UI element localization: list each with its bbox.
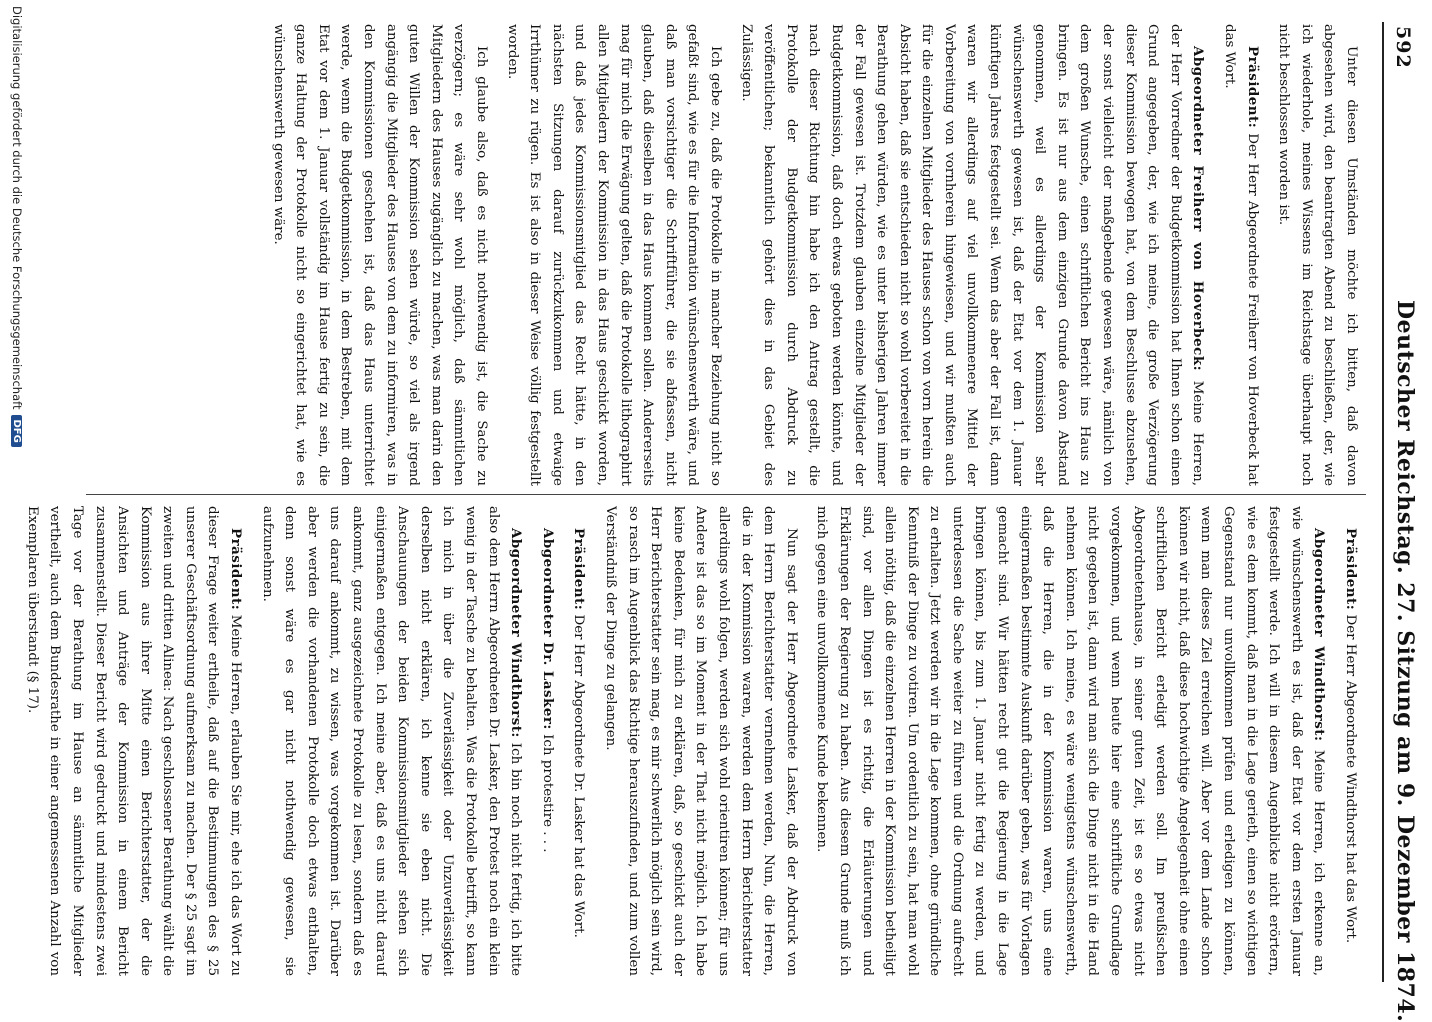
speech-text: Meine Herren, der Herr Vorredner der Budgetkommission hat Ihnen schon einen Grund angegeben, der, wie ich meine, die große Verzögerung dieser Kommission bewogen hat, von dem Beschlusse abzusehen, der sonst vielleicht der maßgebende gewesen wäre, nämlich von dem großen Wunsche, einen schriftlichen Bericht ins Haus zu bringen. Es ist nur aus dem einzigen Grunde davon Abstand genommen, weil es allerdings der Kommission sehr wünschenswerth gewesen ist, daß der Etat vor dem 1. Januar künftigen Jahres festgestellt sei. Wenn das aber der Fall ist, dann waren wir allerdings auf viel unvollkommenere Mittel der Vorbereitung von vornherein hingewiesen, und wir mußten auch für die einzelnen Mitglieder des Hauses schon von vorn herein die Absicht haben, daß sie entschieden nicht so wohl vorbereitet in die Berathung gehen würden, wie es unter bisherigen Jahren immer der Fall gewesen ist. Trotzdem glauben einzelne Mitglieder der Budgetkommission, daß doch etwas geboten werden könnte, und nach dieser Richtung hin habe ich den Antrag gestellt, die Protokolle der Budgetkommission durch Abdruck zu veröffentlichen; bekanntlich gehört dies in das Gebiet des Zulässigen. [738, 24, 1206, 486]
speech-text: Der Herr Abgeordnete Dr. Lasker hat das Wort. [571, 614, 587, 938]
paragraph [810, 506, 1331, 976]
speaker-label: Abgeordneter Windthorst: [1311, 528, 1328, 742]
speech-text: Meine Herren, ich erkenne an, wie wünschenswerth es ist, daß der Etat vor dem ersten Januar festgestellt werde. Ich will in diesem Augenblicke nicht erörtern, wie es dem kommt, daß man in die Lage gerieth, einen so wichtigen Gegenstand nur unvollkommen prüfen und erledigen zu können, wenn man dieses Ziel erreichen will. Aber vor dem Lande schon können wir nicht, daß diese hochwichtige Angelegenheit ohne einen schriftlichen Bericht erledigt werden soll. Im preußischen Abgeordnetenhause, in seiner guten Zeit, ist es so etwas nicht vorgekommen, und wenn heute hier eine schriftliche Grundlage nicht gegeben ist, dann wird man sich die Dinge nicht in die Hand nehmen können. Ich meine, es wäre wenigstens wünschenswerth, daß die Herren, die in der Kommission waren, uns eine einigermaßen bestimmte Auskunft darüber geben, was für Vorlagen gemacht sind. Wir hätten recht gut die Regierung in die Lage bringen können, bis zum 1. Januar nicht fertig zu werden, und unterdessen die Sache weiter zu führen und die Ordnung aufrecht zu erhalten. Jetzt werden wir in die Lage kommen, ohne gründliche Kenntniß der Dinge zu votiren. Um ordentlich zu sein, hat man wohl allein nöthig, daß die einzelnen Herren in der Kommission betheiligt sind, vor allen Dingen ist es richtig, die Erläuterungen und Erklärungen der Regierung zu haben. Aus diesem Grunde muß ich mich gegen eine unvollkommene Kunde bekennen. [814, 506, 1327, 976]
speaker-label: Abgeordneter Dr. Lasker: [539, 528, 556, 730]
paragraph [255, 506, 527, 976]
digitization-footer [10, 6, 24, 447]
header-rule [1382, 22, 1384, 982]
paragraph: Nun sagt der Herr Abgeordnete Lasker, daß der Abdruck von dem Herrn Berichterstatter vernehmen werden, Nun, die Herren, die in der Kommission waren, werden dem Herrn Berichterstatter allerdings wohl folgen, werden sich wohl orientiren können; für uns Andere ist das so im Moment in der That nicht möglich. Ich habe keine Bedenken, für mich zu erklären, daß, so geschickt auch der Herr Berichterstatter sein mag, es mir schwerlich möglich sein wird, so rasch im Augenblick das Richtige herauszufinden, und zum vollen Verständniß der Dinge zu gelangen. [603, 506, 799, 976]
paragraph: Ich glaube also, daß es nicht nothwendig ist, die Sache zu verzögern; es wäre sehr wohl möglich, daß sämmtlichen Mitgliedern des Hauses zugänglich zu machen, was man darin den guten Willen der Kommission sehen würde, so viel als irgend angängig die Mitglieder des Hauses von dem zu informiren, was in den Kommissionen geschehen ist, daß das Haus unterrichtet werde, wenn die Budgetkommission, in dem Bestreben, mit dem Etat vor dem 1. Januar vollständig im Hause fertig zu sein, die ganze Haltung der Protokolle nicht so eingerichtet hat, wie es wünschenswerth gewesen wäre. [270, 24, 490, 486]
paragraph [734, 24, 1209, 486]
dfg-logo: DFG [11, 415, 22, 446]
text-column-left [22, 24, 1362, 486]
paragraph [1338, 506, 1362, 976]
paragraph: Ich gebe zu, daß die Protokolle in mancher Beziehung nicht so gefaßt sind, wie es für die Information wünschenswerth wäre, und daß man vorsichtiger die Schriftführer, die sie abfassen, nicht glauben, daß dieselben in das Haus kommen sollen. Andererseits mag für mich die Erwägung gelten, daß die Protokolle lithographirt allen Mitgliedern der Kommission in das Haus geschickt worden, und daß jedes Kommissionsmitglied das Recht hätte, in den nächsten Sitzungen darauf zurückzukommen und etwaige Irrthümer zu rügen. Es ist also in dieser Weise völlig festgestellt worden. [504, 24, 723, 486]
paragraph [1217, 24, 1263, 486]
speaker-label: Präsident: [1343, 528, 1359, 611]
paragraph [22, 506, 247, 976]
paragraph [535, 506, 559, 976]
speaker-label: Präsident: [571, 528, 588, 611]
column-divider [86, 494, 1366, 495]
speech-text: Der Herr Abgeordnete Freiherr von Hoverbeck hat das Wort. [1222, 24, 1260, 486]
speech-text: Der Herr Abgeordnete Windthorst hat das Wort. [1343, 614, 1358, 944]
speech-text: Meine Herren, erlauben Sie mir, ehe ich das Wort zu dieser Frage weiter ertheile, daß auf die Bestimmungen des § 25 unserer Geschäftsordnung aufmerksam zu machen. Der § 25 sagt im zweiten und dritten Alinea: Nach geschlossener Berathung wählt die Kommission aus ihrer Mitte einen Berichterstatter, der die Ansichten und Anträge der Kommission in einem Bericht zusammenstellt. Dieser Bericht wird gedruckt und mindestens zwei Tage vor der Berathung im Hause an sämmtliche Mitglieder vertheilt, auch dem Bundesrathe in einer angemessenen Anzahl von Exemplaren überstandt (§ 17). [24, 506, 244, 976]
speaker-label: Präsident: [228, 528, 245, 611]
footer-text: Digitalisierung gefördert durch die Deutsche Forschungsgemeinschaft [10, 6, 24, 410]
speech-text: Ich protestire . . . [539, 734, 555, 853]
text-column-right [22, 506, 1362, 976]
paragraph: Unter diesen Umständen möchte ich bitten, daß davon abgesehen wird, den beantragten Abend zu beschließen, der, wie ich wiederhole, meines Wissens im Reichstage überhaupt noch nicht beschlossen worden ist. [1276, 24, 1359, 486]
speaker-label: Abgeordneter Freiherr von Hoverbeck: [1190, 46, 1207, 372]
paragraph [567, 506, 591, 976]
speech-text: Ich bin noch nicht fertig, ich bitte also dem Herrn Abgeordneten Dr. Lasker, den Protest noch ein klein wenig in der Tasche zu behalten. Was die Protokolle betrifft, so kann ich mich in über die Zuverlässigkeit oder Unzuverlässigkeit derselben nicht erklären, ich kenne sie eben nicht. Die Anschauungen der beiden Kommissionsmitglieder stehen sich einigermaßen entgegen. Ich meine aber, daß es uns nicht darauf ankommt, ganz ausgezeichnete Protokolle zu lesen, sondern daß es uns darauf ankommt, zu wissen, was vorgekommen ist. Darüber aber werden die vorhandenen Protokolle doch etwas enthalten, denn sonst wäre es gar nicht nothwendig gewesen, sie aufzunehmen. [259, 506, 524, 976]
page-number: 592 [1392, 26, 1414, 69]
speaker-label: Abgeordneter Windthorst: [508, 528, 525, 738]
running-header: Deutscher Reichstag. 27. Sitzung am 9. Dezember 1874. [1392, 300, 1418, 1022]
speaker-label: Präsident: [1244, 46, 1261, 129]
